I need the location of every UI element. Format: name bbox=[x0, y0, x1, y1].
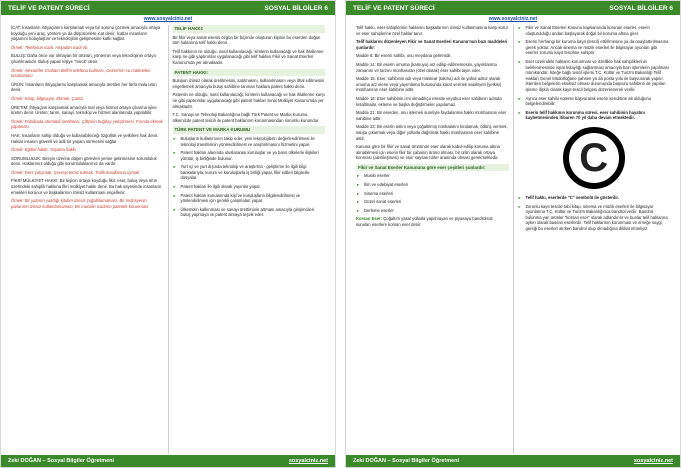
telif-intro-paragraph: Telif hakkı, eser sahiplerinin haklarını başkalarının izinsiz kullanmasına karşı korur ve eser sahiplerine özel haklar tanır. bbox=[356, 25, 508, 36]
list-item: ▸ Eserin herhangi bir kuruma kayıt (tescil) ettirilmesine ya da onaylattırılmasına gerek yoktur. Ancak sinema ve müzik eserleri ile bilgisayar oyunları gibi eserler zorunlu kayıt tesciline sahiptir. bbox=[518, 39, 671, 56]
bulus-paragraph: BULUŞ: Daha önce var olmayan bir ürünün, yöntemin veya teknolojinin ortaya çıkarılmasıdır. Buluş yapan kişiye "mucit" denir. bbox=[11, 53, 156, 64]
article-item: Madde 14: Bir eserin umuma (kamuya) arz edilip edilmemesini, yayımlanma zamanını ve tarzını münhasıran (özel olarak) eser sahibi tayin eder. bbox=[356, 61, 497, 73]
eser-type-item: ▸ Güzel sanat eserleri bbox=[356, 199, 509, 205]
fikri-mulkiyet-example: Örnek: Bir yazarın yazdığı kitabın izinsiz çoğaltılamaması, Bir müzisyenin parlarının izinsiz kullanılamaması, Bir mucidin icadının patentle korunması bbox=[11, 198, 149, 209]
eser-type-item: ▸ Derleme eserler bbox=[356, 208, 509, 214]
telif-law-paragraph: Telif hakkının ne olduğu, nasıl kullanılacağı, kimlerin kullanacağı ve hak ihlallerine karşı ne gibi yaptırımlar uygulanacağı gibi telif hakları Fikir ve Sanat Eserleri Kanunu'nda yer almaktadır. bbox=[172, 48, 324, 65]
telif-paragraph: Bir fikir veya sanat eserini özgün bir biçimde oluşturan kişinin bu eserden doğan tüm haklarına telif hakkı denir. bbox=[172, 34, 321, 46]
list-item: ▸ Patent hakları alanında uluslararası kuruluşlar ve ya bano ülkelerle ilişkileri yürütür, iş birliğinde bulunur. bbox=[173, 150, 326, 161]
list-item: ▸ Patent hakları ile ilgili olarak yayınlar yapar. bbox=[173, 184, 326, 190]
list-item: ▸ Ülkemizin kalkınması ve sanayi ürettiminin artması amacıyla girişimcileri buluş yapmaya ve patent almaya teşvik eder. bbox=[173, 207, 326, 218]
sorumluluk-example: Örnek: Ders çalışmak, Çevreyi temiz tutmak, Trafik kurallarına uymak bbox=[11, 169, 140, 175]
header-subject: SOSYAL BİLGİLER 6 bbox=[264, 4, 328, 12]
column-2 bbox=[168, 25, 330, 454]
hak-paragraph: HAK: İnsanların sahip olduğu ve kullanabileceği özgürlük ve yetkilere hak denir. Haklar insanın güvenli ve adil bir yaşam sürmesini sağlar. bbox=[11, 132, 159, 144]
patent-law-paragraph: Patentin ne olduğu, nasıl kullanılacağı, kimlerin kullanacağı ve hak ihlallerine karşı ne gibi yaptırımlar uygulanacağı gibi patent hakları Sınai Mülkiyet Kanunu'nda yer almaktadır. bbox=[172, 92, 325, 109]
urun-example: Örnek: Kitap, bilgisayar, Ekmek, Çanta bbox=[11, 95, 83, 101]
eser-kabul-paragraph: Kanuna göre bir fikir ve sanat ürününün eser olarak kabul edilip koruma altına alınabilmesi için eserin fikir bir çabanın ürünü olması, bir ürün olarak ortaya konması (alenileşmesi) ve eser sayılan türler arasında olması gerekmektedir. bbox=[356, 144, 500, 161]
copyright-paragraph: ▸ Telif hakkı, eserlerde "C" sembolü ile gösterilir. bbox=[518, 195, 671, 201]
footer-link[interactable]: sosyalciniz.net bbox=[288, 458, 328, 464]
page-header bbox=[1, 1, 335, 15]
urun-paragraph: ÜRÜN: İnsanların ihtiyaçlarını karşılamak amacıyla üretilen her türlü mala ürün denir. bbox=[11, 81, 157, 93]
header-title: TELİF VE PATENT SÜRECİ bbox=[353, 4, 435, 12]
article-item: Madde 21: Bir eserden, onu işlemek suretiyle faydalanma hakkı münhasıran eser sahibine aittir. bbox=[356, 110, 507, 121]
footer-link[interactable]: sosyalciniz.net bbox=[633, 458, 673, 464]
left-page bbox=[0, 0, 336, 468]
sorumluluk-paragraph: SORUMLULUK: Bireyin üzerine düşen görevleri yerine getirmesine sorumluluk denir. Haklarımız olduğu gibi sorumluluklarımız da vardır. bbox=[11, 155, 157, 167]
list-item: ▸ Ayrıca eser sahibi noterse başvurarak eserin kendisine ait olduğunu belgelendirebilir. bbox=[518, 96, 671, 107]
copyright-icon: C bbox=[563, 127, 625, 189]
law-intro-paragraph: Telif haklarını düzenleyen Fikir ve Sanat Eserleri Kanunu'nun bazı maddeleri şunlardır: bbox=[356, 39, 508, 50]
eser-type-item: ▸ İlim ve edebiyat eserleri bbox=[356, 182, 509, 188]
list-item: ▸ Eser üzerindeki hakların korunması ve özellikle hak sahipliklerinin belirlenmesinde ispat kolaylığı sağlanması amacıyla bazı işlemlerin yapılması mümkündür. İsteğe bağlı tescil işlemi T.C. Kültür ve Turizm Bakanlığı Telif Hakları Genel Müdürlüğüne şahsen ya da posta yolu ile başvurarak yapılır. İstenilen belgelerin eksiksiz olması durumunda başvuru sahibine de yapılan işleme ilişkin olarak kayıt-tescil belgesi düzenlenerek verilir. bbox=[518, 59, 671, 93]
article-item: Madde 8: Bir eserin sahibi, onu meydana getirendir. bbox=[356, 53, 452, 59]
header-title: TELİF VE PATENT SÜRECİ bbox=[8, 4, 90, 12]
page-footer bbox=[1, 455, 335, 467]
eser-types-heading: Fikir ve Sanat Eserler Kanununa göre eser çeşitleri şunlardır: bbox=[356, 164, 509, 172]
content-columns bbox=[1, 25, 335, 454]
list-item: ▸ Zorunlu kayıt tescile tabi kitap, sinema ve müzik eserleri ile bilgisayar oyunlarına T.C. Kültür ve Turizm Bakanlığınca bandrol verilir. Bandrol bulunma yan ürünler "korsan eser" olarak adlandırılır ve bunlar telif haklarına aykırı olarak basılan eserlerdir. Telif haklarının korunması ve emeğe saygı gereği bu eserleri alırken bandrol olup olmadığına dikkat etmeliyiz. bbox=[518, 204, 671, 232]
footer-author: Zeki DOĞAN – Sosyal Bilgiler Öğretmeni bbox=[8, 458, 115, 464]
article-item: Madde 16: Eser sahibinin izni olmadıkça eserde veyahut eser sahibinin adında kısaltmalar, ekleme ve başka değiştirmeler yapılamaz. bbox=[356, 95, 502, 107]
site-link[interactable]: www.sosyalciniz.net bbox=[488, 16, 538, 22]
turkpatent-paragraph: T.C. Sanayi ve Teknoloji Bakanlığına bağlı Türk Patent ve Marka Kurumu, ülkemizde patent tescili ile patent haklarının korunmasından sorumlu kurumdur. bbox=[172, 112, 320, 123]
telif-heading: TELİF HAKKI: bbox=[173, 25, 326, 33]
article-item: Madde 15: Eser, sahibinin adı veya müstear (takma) adı ile yahut adsız olarak umuma arz elene veya yayımlama hususunda karar vermek salahiyeti (yetkisi) münhasıran eser sahibine aittir. bbox=[356, 76, 502, 93]
column-1 bbox=[7, 25, 168, 454]
icat-paragraph: İCAT: İnsanların ihtiyaçlarını karşılamak veya bir sorunu çözmek amacıyla ortaya koyduğu yeni araç, yöntem ya da düşüncelere icat denir. İcatlar insanların yaşamını kolaylaştırır ve teknolojinin gelişmesine katkı sağlar. bbox=[11, 25, 161, 42]
list-item: ▸ Buluşların kullanımının takip eder, yeni teknolojilerin değerlendirilmesi ile teknoloji transferinin yönlendirilmesi ve araştırılmasını hizmetini yapar. bbox=[173, 136, 326, 147]
list-item: ▸ Eserin telif hakkının korunma süresi, eser sahibinin hayatını kaybetmesinden itibaren 70 yıl daha devam etmektedir. bbox=[518, 110, 671, 121]
header-subject: SOSYAL BİLGİLER 6 bbox=[609, 4, 673, 12]
uretim-paragraph: ÜRETİM: İhtiyaçları karşılamak amacıyla mal veya hizmet ortaya çıkarma işine üretim denir. Üretim; tarım, sanayi, teknoloji ve hizmet alanlarında yapılabilir. bbox=[11, 104, 157, 116]
list-item: ▸ Yurt içi ve yurt dışında teknoloji ve araştırma - geliştirme ile ilgili bilgi bankalarıyla, kurum ve kuruluşlarla iş birliği yapar, fikir edilen bilgilerle dosyalar. bbox=[173, 164, 326, 181]
site-link[interactable]: www.sosyalciniz.net bbox=[143, 16, 193, 22]
eser-type-item: ▸ Musiki eserler bbox=[356, 173, 509, 179]
korsan-eser-paragraph bbox=[356, 216, 509, 227]
uretim-example: Örnek: Fabrikada otomobil üretilmesi, Çiftçinin buğday yetiştirmesi, Fırında ekmek yapılması bbox=[11, 118, 163, 130]
bulus-example: Örnek: Alexander Graham Bell'in telefonu bulması, Cezeri'nin su makineleri tasarlaması bbox=[11, 67, 151, 79]
column-1 bbox=[352, 25, 513, 454]
content-columns bbox=[346, 25, 680, 454]
korsan-eser-text: Çoğaltım yasal yollarla yapılmayan ve piyasaya bandrolsüz sunulan eserlere korsan eser denir. bbox=[356, 216, 493, 228]
page-footer bbox=[346, 455, 680, 467]
fikri-mulkiyet-paragraph: FİKRİ MÜLKİYET HAKKI: Bir kişinin ortaya koyduğu fikir, eser, buluş veya ürün üzerindeki sahiplik hakkına fikri mülkiyet hakkı denir. Bu hak sayesinde insanların emekleri korunur ve başkalarının izinsiz kullanması engellenir. bbox=[11, 178, 162, 195]
eser-type-item: ▸ Sinema eserleri bbox=[356, 191, 509, 197]
column-2 bbox=[513, 25, 675, 454]
hak-example: Örnek: Eğitim hakkı, Yaşama hakkı bbox=[11, 147, 77, 153]
footer-author: Zeki DOĞAN – Sosyal Bilgiler Öğretmeni bbox=[353, 458, 460, 464]
copyright-logo bbox=[518, 127, 671, 189]
turkpatent-heading: TÜRK PATENT VE MARKA KURUMU bbox=[173, 126, 326, 134]
patent-heading: PATENT HAKKI: bbox=[173, 69, 326, 77]
page-header bbox=[346, 1, 680, 15]
article-item: Madde 23: Bir eserin aslını veya çoğaltılmış nüshalarını kiralamak, ödünç vermek, satışa çıkarmak veya diğer yollarla dağıtmak hakkı münhasıran eser sahibine aittir. bbox=[356, 124, 508, 141]
korsan-eser-label: Korsan Eser: bbox=[356, 216, 383, 222]
patent-paragraph: Buluşun izinsiz olarak üretilmesini, satılmasını, kullanılmasını veya ithal edilmesini engellemek amacıyla buluş sahibine tanınan haklara patent hakkı denir. bbox=[172, 78, 325, 89]
list-item: ▸ Patent hakları konularında kişi ve kuruluşların bilgilendirilmesi ve yönlendirilmesi için gerekli çalışmaları yapar. bbox=[173, 193, 326, 204]
list-item: ▸ Fikir ve Sanat Eserleri Kanunu kapsamında korunan eserler, eserin oluşturulduğu andan başlayarak doğal bir koruma altına girer. bbox=[518, 25, 671, 36]
right-page bbox=[345, 0, 681, 468]
icat-example: Örnek: Telefonun icadı, Ampulün icadı vb. bbox=[11, 44, 89, 50]
